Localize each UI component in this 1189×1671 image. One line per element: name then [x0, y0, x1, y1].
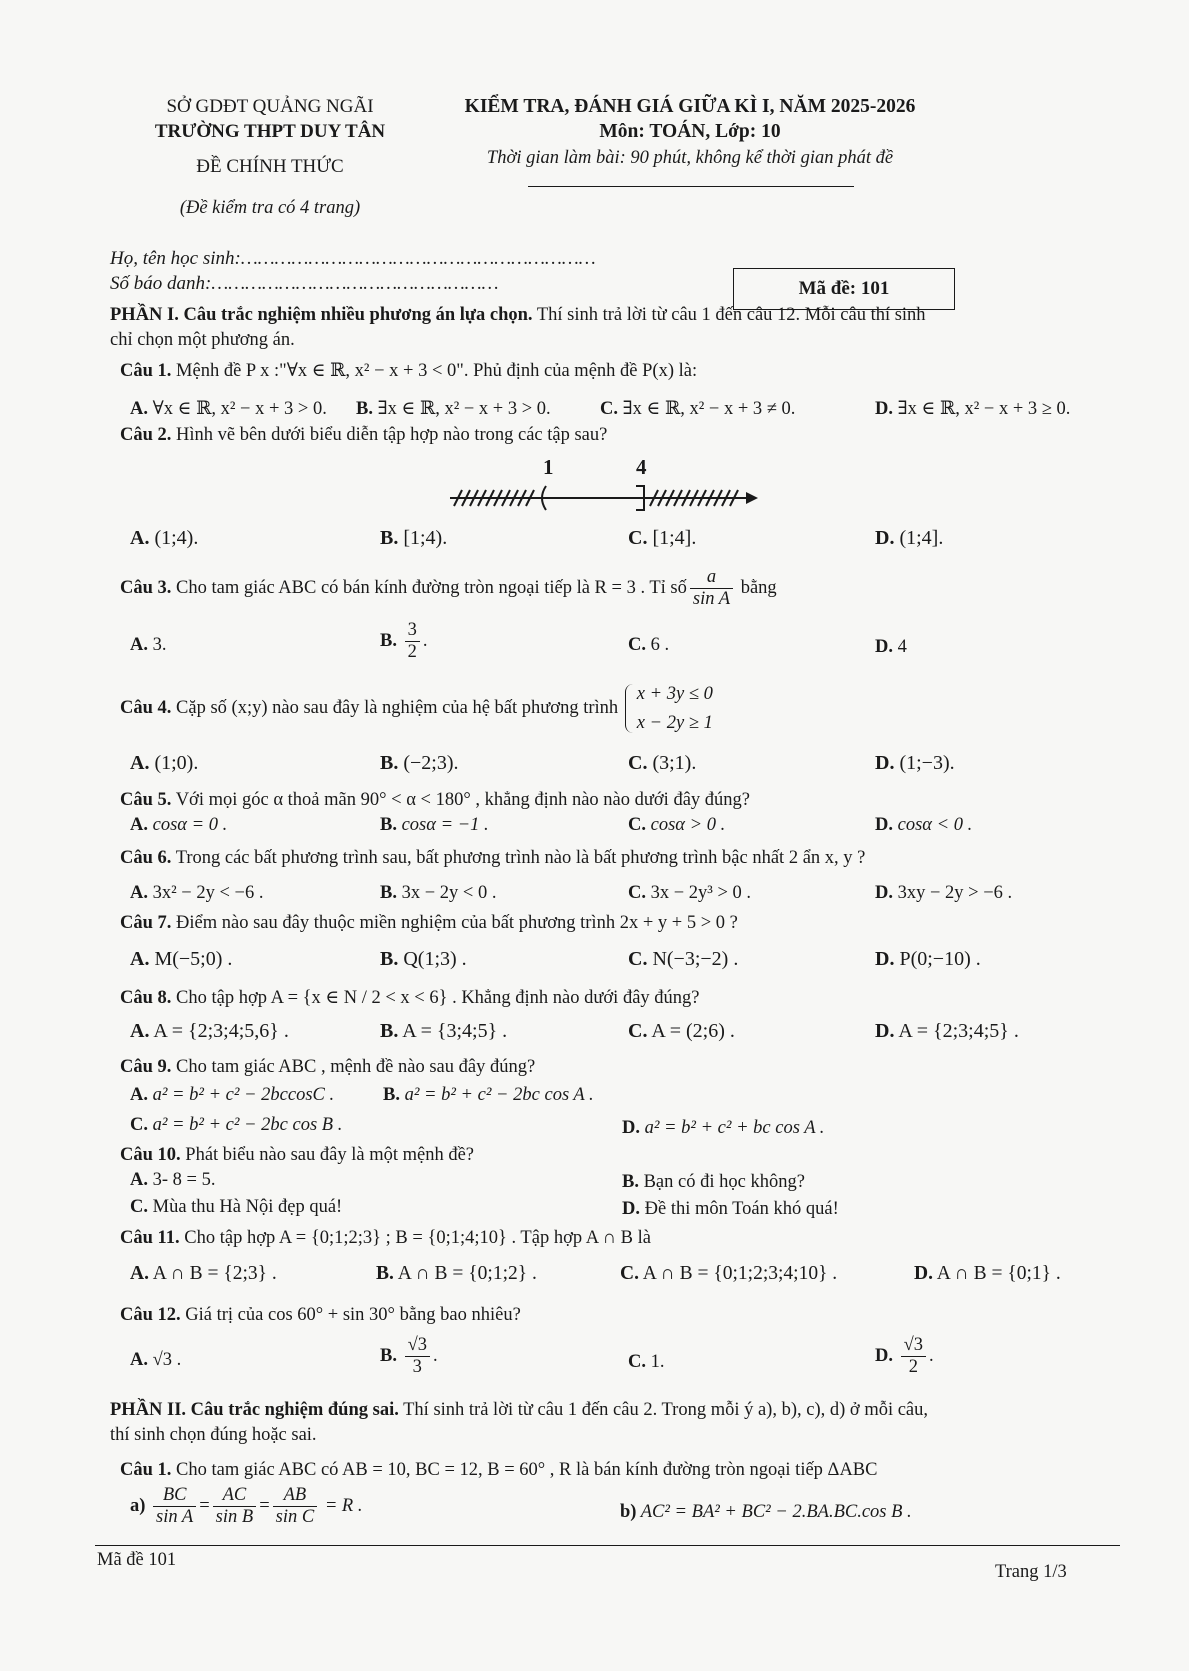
q6-option-c[interactable] [628, 883, 751, 904]
question-9-text: Cho tam giác ABC , mệnh đề nào sau đây đúng? [171, 1057, 536, 1077]
option-letter: D. [622, 1199, 640, 1219]
question-6-label: Câu 6. [120, 848, 172, 868]
part1-heading [110, 305, 926, 326]
option-text: A ∩ B = {0;1;2;3;4;10} . [642, 1263, 838, 1284]
option-text: A ∩ B = {2;3} . [152, 1263, 277, 1284]
option-letter: A. [130, 527, 150, 549]
a-over-sinA-fraction [690, 567, 733, 611]
question-8-text: Cho tập hợp A = {x ∈ N / 2 < x < 6} . Khẳng định nào dưới đây đúng? [171, 988, 700, 1008]
statement-letter: b) [620, 1502, 637, 1522]
question-8 [120, 987, 700, 1009]
fraction-denominator: sin C [275, 1507, 315, 1528]
footer-page-number: Trang 1/3 [995, 1562, 1067, 1582]
exam-code-box: Mã đề: 101 [733, 268, 955, 310]
subject-line: Môn: TOÁN, Lớp: 10 [599, 121, 781, 142]
q3-option-b[interactable]: B. $\frac{3}{2}$ . [380, 620, 428, 663]
option-text: a² = b² + c² − 2bccosC . [152, 1085, 335, 1105]
question-3-text: Cho tam giác ABC có bán kính đường tròn ngoại tiếp là R = 3 . Tỉ số [171, 578, 687, 599]
option-text: A ∩ B = {0;1;2} . [397, 1263, 537, 1284]
question-10-label: Câu 10. [120, 1145, 181, 1165]
question-1 [120, 360, 697, 382]
option-text: A = {3;4;5} . [402, 1020, 508, 1042]
option-letter: B. [380, 631, 397, 652]
option-text: [1;4]. [652, 527, 697, 549]
question-5-label: Câu 5. [120, 790, 172, 810]
option-text: ∃x ∈ ℝ, x² − x + 3 ≥ 0. [897, 399, 1071, 419]
option-text: Q(1;3) . [403, 948, 467, 970]
question-4-label: Câu 4. [120, 697, 172, 718]
question-2 [120, 425, 607, 446]
question-1-label: Câu 1. [120, 361, 172, 381]
school-name: TRƯỜNG THPT DUY TÂN [154, 121, 386, 142]
q5-option-a[interactable] [130, 815, 227, 836]
q11-option-d[interactable] [914, 1263, 1061, 1285]
fraction-numerator: a [690, 567, 733, 589]
q7-option-b[interactable] [380, 948, 467, 971]
option-text: 3x² − 2y < −6 . [152, 883, 264, 903]
numberline-tick-4: 4 [636, 455, 647, 479]
question-9 [120, 1057, 535, 1078]
fraction-numerator: AB [273, 1485, 318, 1507]
option-letter: A. [130, 815, 148, 835]
option-letter: C. [620, 1263, 639, 1284]
option-text: 3. [152, 635, 167, 655]
option-letter: C. [628, 948, 648, 970]
option-letter: B. [380, 815, 397, 835]
option-text: (1;−3). [899, 752, 955, 774]
fraction-denominator: sin B [215, 1507, 254, 1528]
option-letter: A. [130, 883, 148, 903]
q12-option-c[interactable] [628, 1352, 665, 1373]
fraction-denominator: 2 [908, 1357, 918, 1378]
part2-heading [110, 1400, 928, 1421]
question-11 [120, 1228, 651, 1249]
q9-option-d[interactable] [622, 1118, 824, 1139]
fraction-denominator: 2 [407, 642, 417, 663]
q4-option-b[interactable] [380, 752, 459, 775]
footer-exam-code: Mã đề 101 [97, 1550, 177, 1570]
part1-instructions-2: chỉ chọn một phương án. [110, 330, 295, 350]
inequality-system [623, 680, 713, 737]
question-1-text: Mệnh đề P x :"∀x ∈ ℝ, x² − x + 3 < 0". Phủ định của mệnh đề P(x) là: [171, 361, 698, 381]
number-line-diagram [450, 470, 760, 530]
option-letter: B. [380, 752, 399, 774]
q4-option-d[interactable] [875, 752, 955, 775]
option-letter: A. [130, 1350, 148, 1370]
option-text: ∀x ∈ ℝ, x² − x + 3 > 0. [152, 399, 327, 419]
fraction-numerator: BC [153, 1485, 196, 1507]
option-text: P(0;−10) . [899, 948, 981, 970]
part2-instructions: Thí sinh trả lời từ câu 1 đến câu 2. Trong mỗi ý a), b), c), d) ở mỗi câu, [398, 1400, 929, 1420]
part2-title: PHẦN II. Câu trắc nghiệm đúng sai. [110, 1400, 399, 1420]
q10-option-d[interactable] [622, 1199, 839, 1220]
option-text: 3x − 2y³ > 0 . [650, 883, 752, 903]
question-7-label: Câu 7. [120, 913, 172, 933]
part2-question-1-label: Câu 1. [120, 1460, 172, 1480]
department-name: SỞ GDĐT QUẢNG NGÃI [166, 96, 374, 117]
option-text: A = {2;3;4;5,6} . [153, 1020, 289, 1042]
option-letter: C. [628, 815, 646, 835]
question-12 [120, 1305, 521, 1326]
part2-instructions-2: thí sinh chọn đúng hoặc sai. [110, 1425, 317, 1445]
option-text: 3x − 2y < 0 . [401, 883, 497, 903]
option-letter: C. [628, 635, 646, 655]
option-letter: A. [130, 752, 150, 774]
q6-option-b[interactable] [380, 883, 496, 904]
q1-option-d[interactable] [875, 398, 1070, 420]
option-fraction [405, 1335, 430, 1379]
option-letter: C. [628, 883, 646, 903]
question-3 [120, 567, 777, 611]
question-12-text: Giá trị của cos 60° + sin 30° bằng bao nhiêu? [180, 1305, 521, 1325]
fraction-numerator: √3 [405, 1335, 430, 1357]
option-text: 4 [897, 637, 907, 657]
footer-rule [95, 1545, 1120, 1546]
pages-note: (Đề kiểm tra có 4 trang) [179, 198, 361, 218]
q10-option-b[interactable] [622, 1172, 805, 1193]
option-letter: B. [622, 1172, 639, 1192]
option-text: cosα = −1 . [401, 815, 489, 835]
option-letter: B. [380, 527, 399, 549]
question-7 [120, 913, 738, 934]
q1-option-c[interactable] [600, 398, 795, 420]
option-text: 3xy − 2y > −6 . [897, 883, 1013, 903]
q2-option-d[interactable] [875, 527, 943, 550]
q8-option-d[interactable] [875, 1020, 1019, 1043]
system-row-1: x + 3y ≤ 0 [636, 684, 713, 704]
option-letter: B. [356, 399, 373, 419]
option-letter: D. [875, 948, 895, 970]
p2q1-statement-a[interactable] [130, 1485, 362, 1529]
q5-option-b[interactable] [380, 815, 489, 836]
q6-option-a[interactable] [130, 883, 263, 904]
option-text: (1;0). [154, 752, 199, 774]
option-text: A = {2;3;4;5} . [898, 1020, 1019, 1042]
question-11-label: Câu 11. [120, 1228, 180, 1248]
option-text: A = (2;6) . [651, 1020, 735, 1042]
question-6-text: Trong các bất phương trình sau, bất phương trình nào là bất phương trình bậc nhất 2 ẩn x, y ? [171, 848, 866, 868]
question-9-label: Câu 9. [120, 1057, 172, 1077]
option-text: Bạn có đi học không? [643, 1172, 805, 1192]
q8-option-c[interactable] [628, 1020, 735, 1043]
q4-option-a[interactable] [130, 752, 198, 775]
question-2-text: Hình vẽ bên dưới biểu diễn tập hợp nào trong các tập sau? [171, 425, 608, 445]
part2-question-1 [120, 1460, 877, 1481]
question-7-text: Điểm nào sau đây thuộc miền nghiệm của bất phương trình 2x + y + 5 > 0 ? [171, 913, 738, 933]
part2-question-1-text: Cho tam giác ABC có AB = 10, BC = 12, B = 60° , R là bán kính đường tròn ngoại tiếp ΔABC [171, 1460, 878, 1480]
option-text: a² = b² + c² − 2bc cos B . [152, 1115, 343, 1135]
option-letter: D. [622, 1118, 640, 1138]
option-letter: A. [130, 1170, 148, 1190]
option-letter: A. [130, 1263, 149, 1284]
option-fraction [405, 620, 420, 664]
option-text: M(−5;0) . [154, 948, 233, 970]
equals-sign: = [259, 1496, 270, 1517]
q12-option-a[interactable] [130, 1350, 181, 1371]
fraction-numerator: √3 [901, 1335, 926, 1357]
option-text: ∃x ∈ ℝ, x² − x + 3 ≠ 0. [622, 399, 796, 419]
part1-instructions: Thí sinh trả lời từ câu 1 đến câu 12. Mỗi câu thí sinh [532, 305, 926, 325]
q3-option-d[interactable] [875, 637, 907, 658]
option-text: 6 . [650, 635, 670, 655]
option-text: 3- 8 = 5. [152, 1170, 216, 1190]
q5-option-c[interactable] [628, 815, 725, 836]
q2-option-a[interactable] [130, 527, 198, 550]
option-letter: D. [914, 1263, 933, 1284]
part1-title: PHẦN I. Câu trắc nghiệm nhiều phương án lựa chọn. [110, 305, 533, 325]
fraction-ac-over-sinB [213, 1485, 257, 1529]
exam-title: KIỂM TRA, ĐÁNH GIÁ GIỮA KÌ I, NĂM 2025-2026 [464, 96, 916, 117]
q11-option-c[interactable] [620, 1263, 837, 1285]
equals-sign: = [199, 1496, 210, 1517]
fraction-ab-over-sinC [273, 1485, 318, 1529]
q9-option-c[interactable] [130, 1115, 342, 1136]
q1-option-b[interactable] [356, 398, 551, 420]
option-letter: D. [875, 637, 893, 657]
question-5-text: Với mọi góc α thoả mãn 90° < α < 180° , khẳng định nào nào dưới đây đúng? [171, 790, 750, 810]
q12-option-b[interactable]: B. $\frac{√3}{3}$ . [380, 1335, 438, 1378]
q8-option-b[interactable] [380, 1020, 507, 1043]
numberline-tick-1: 1 [543, 455, 554, 479]
question-8-label: Câu 8. [120, 988, 172, 1008]
option-letter: D. [875, 399, 893, 419]
q10-option-c[interactable] [130, 1197, 342, 1218]
q10-option-a[interactable] [130, 1170, 215, 1191]
q6-option-d[interactable] [875, 883, 1012, 904]
option-letter: B. [383, 1085, 400, 1105]
option-letter: D. [875, 1346, 893, 1367]
option-letter: C. [600, 399, 618, 419]
q7-option-d[interactable] [875, 948, 981, 971]
q1-option-a[interactable] [130, 398, 327, 420]
option-letter: B. [380, 883, 397, 903]
q2-option-c[interactable] [628, 527, 696, 550]
option-text: N(−3;−2) . [652, 948, 739, 970]
q12-option-d[interactable]: D. $\frac{√3}{2}$ . [875, 1335, 934, 1378]
system-row-2: x − 2y ≥ 1 [636, 712, 713, 733]
q11-option-b[interactable] [376, 1263, 537, 1285]
q2-option-b[interactable] [380, 527, 447, 550]
option-letter: A. [130, 948, 150, 970]
q7-option-c[interactable] [628, 948, 738, 971]
option-letter: B. [380, 948, 399, 970]
statement-letter: a) [130, 1496, 146, 1517]
student-name-field: Họ, tên học sinh:……………………………………………………… [110, 248, 596, 269]
question-4-text: Cặp số (x;y) nào sau đây là nghiệm của hệ bất phương trình [171, 697, 619, 718]
option-text: Mùa thu Hà Nội đẹp quá! [152, 1197, 343, 1217]
option-text: a² = b² + c² + bc cos A . [644, 1118, 825, 1138]
option-letter: B. [380, 1020, 399, 1042]
fraction-denominator: sin A [156, 1507, 194, 1528]
p2q1-statement-b[interactable] [620, 1502, 912, 1523]
fraction-denominator: sin A [692, 589, 731, 610]
option-text: (−2;3). [403, 752, 459, 774]
q5-option-d[interactable] [875, 815, 972, 836]
option-text: (3;1). [652, 752, 697, 774]
option-letter: C. [130, 1115, 148, 1135]
fraction-numerator: AC [213, 1485, 257, 1507]
number-line-arrow [746, 492, 758, 504]
option-letter: D. [875, 883, 893, 903]
option-letter: B. [380, 1346, 397, 1367]
q3-option-a[interactable] [130, 635, 167, 656]
official-label: ĐỀ CHÍNH THỨC [196, 156, 344, 177]
question-4 [120, 680, 713, 737]
option-text: a² = b² + c² − 2bc cos A . [404, 1085, 594, 1105]
question-5 [120, 790, 750, 811]
option-text: ∃x ∈ ℝ, x² − x + 3 > 0. [377, 399, 551, 419]
option-letter: B. [376, 1263, 394, 1284]
q4-option-c[interactable] [628, 752, 696, 775]
option-text: A ∩ B = {0;1} . [936, 1263, 1061, 1284]
q9-option-a[interactable] [130, 1085, 334, 1106]
question-10-text: Phát biểu nào sau đây là một mệnh đề? [180, 1145, 475, 1165]
q3-option-c[interactable] [628, 635, 669, 656]
option-fraction [901, 1335, 926, 1379]
option-text: cosα < 0 . [897, 815, 973, 835]
option-text: cosα > 0 . [650, 815, 726, 835]
question-10 [120, 1145, 474, 1166]
option-letter: D. [875, 752, 895, 774]
option-letter: D. [875, 1020, 895, 1042]
q9-option-b[interactable] [383, 1085, 594, 1106]
option-letter: C. [130, 1197, 148, 1217]
option-text: (1;4]. [899, 527, 944, 549]
option-letter: D. [875, 815, 893, 835]
option-letter: A. [130, 1085, 148, 1105]
q11-option-a[interactable] [130, 1263, 277, 1285]
option-text: [1;4). [403, 527, 448, 549]
option-text: (1;4). [154, 527, 199, 549]
option-letter: A. [130, 399, 148, 419]
student-id-field: Số báo danh:…………………………………………… [110, 273, 499, 294]
statement-a-tail: = R . [320, 1496, 363, 1517]
fraction-bc-over-sinA [153, 1485, 196, 1529]
question-11-text: Cho tập hợp A = {0;1;2;3} ; B = {0;1;4;10} . Tập hợp A ∩ B là [179, 1228, 651, 1248]
time-line: Thời gian làm bài: 90 phút, không kể thời gian phát đề [486, 148, 894, 168]
q7-option-a[interactable] [130, 948, 232, 971]
header-underline [528, 186, 854, 187]
fraction-numerator: 3 [405, 620, 420, 642]
question-2-label: Câu 2. [120, 425, 172, 445]
option-letter: A. [130, 1020, 150, 1042]
statement-b-text: AC² = BA² + BC² − 2.BA.BC.cos B . [636, 1502, 912, 1522]
fraction-denominator: 3 [412, 1357, 422, 1378]
question-12-label: Câu 12. [120, 1305, 181, 1325]
option-text: √3 . [152, 1350, 182, 1370]
option-letter: C. [628, 1020, 648, 1042]
question-3-label: Câu 3. [120, 578, 172, 599]
option-text: 1. [650, 1352, 665, 1372]
option-letter: C. [628, 1352, 646, 1372]
option-letter: D. [875, 527, 895, 549]
option-letter: C. [628, 527, 648, 549]
option-letter: A. [130, 635, 148, 655]
option-text: Đề thi môn Toán khó quá! [644, 1199, 839, 1219]
option-text: cosα = 0 . [152, 815, 228, 835]
question-6 [120, 848, 865, 869]
option-letter: C. [628, 752, 648, 774]
question-3-tail: bằng [736, 578, 777, 599]
q8-option-a[interactable] [130, 1020, 289, 1043]
